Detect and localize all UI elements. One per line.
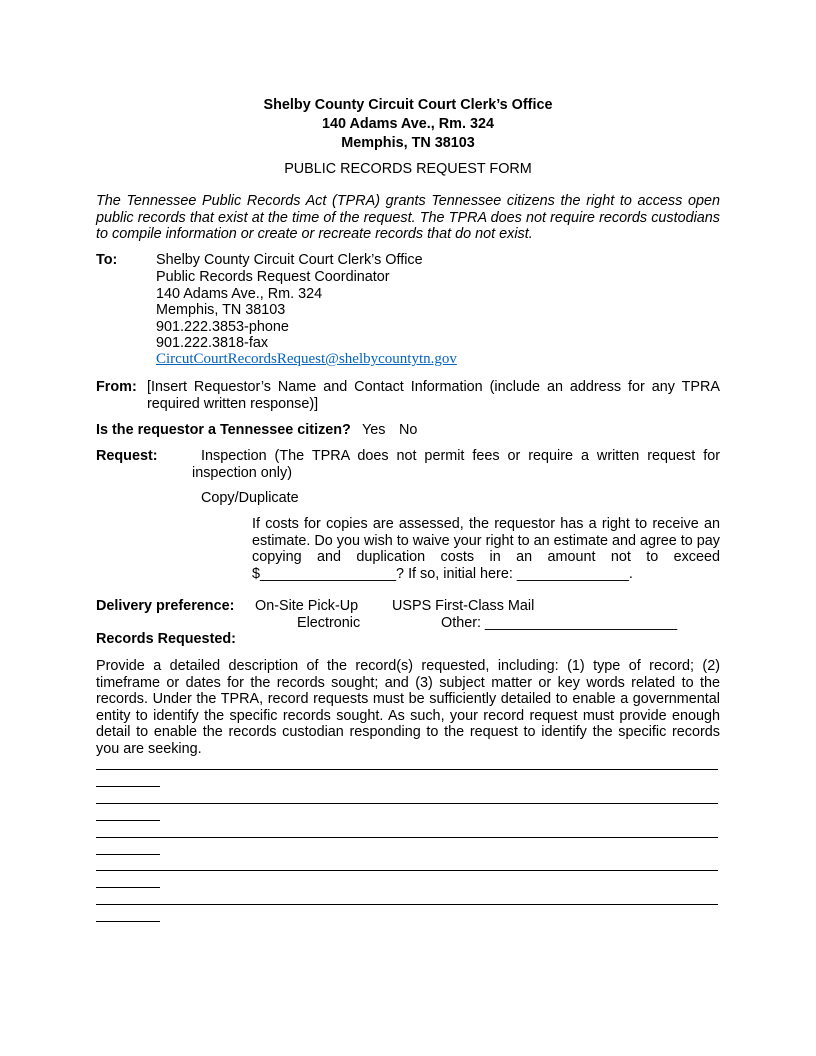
from-placeholder[interactable]: [Insert Requestor’s Name and Contact Information (include an address for any TPRA required written response)] (147, 379, 720, 412)
form-title: PUBLIC RECORDS REQUEST FORM (284, 161, 532, 177)
answer-line[interactable] (96, 904, 718, 905)
answer-line[interactable] (96, 769, 718, 770)
intro-paragraph: The Tennessee Public Records Act (TPRA) grants Tennessee citizens the right to access open public records that exist at the time of the request. The TPRA does not require records custodians to compile information or create or recreate records that do not exist. (96, 193, 720, 243)
records-label: Records Requested: (96, 631, 236, 647)
delivery-label: Delivery preference: (96, 598, 235, 614)
delivery-onsite-option[interactable]: On-Site Pick-Up (255, 598, 359, 614)
answer-line-end[interactable] (96, 820, 160, 821)
to-label: To: (96, 252, 118, 268)
answer-line[interactable] (96, 837, 718, 838)
to-line-office: Shelby County Circuit Court Clerk’s Office (156, 252, 423, 268)
citizen-question: Is the requestor a Tennessee citizen? (96, 422, 351, 438)
answer-line-end[interactable] (96, 921, 160, 922)
inspection-option[interactable]: Inspection (The TPRA does not permit fees or require a written request for inspection only) (192, 448, 720, 481)
copy-duplicate-option[interactable]: Copy/Duplicate (201, 490, 299, 506)
answer-line-end[interactable] (96, 786, 160, 787)
records-description: Provide a detailed description of the record(s) requested, including: (1) type of record; (2) timeframe or dates for the records sought; and (3) subject matter or key words related to the records. Under the TPRA, record requests must be sufficiently detailed to enable a governmental entity to identify the specific records sought. As such, your record request must provide enough detail to enable the records custodian responding to the request to identify the specific records you are seeking. (96, 658, 720, 757)
office-city: Memphis, TN 38103 (341, 135, 475, 151)
email-link[interactable]: CircutCourtRecordsRequest@shelbycountytn.gov (156, 351, 457, 367)
delivery-usps-option[interactable]: USPS First-Class Mail (392, 598, 535, 614)
to-line-fax: 901.222.3818-fax (156, 335, 269, 351)
request-label: Request: (96, 448, 158, 464)
to-line-coordinator: Public Records Request Coordinator (156, 269, 390, 285)
from-label: From: (96, 379, 137, 395)
delivery-other-option[interactable]: Other: ________________________ (441, 615, 678, 631)
cost-estimate-text: If costs for copies are assessed, the requestor has a right to receive an estimate. Do you wish to waive your right to an estimate and agree to pay copying and duplication costs in an amount not to exceed $_________________? If so, initial here: ______________. (252, 516, 720, 582)
answer-line-end[interactable] (96, 854, 160, 855)
office-name: Shelby County Circuit Court Clerk’s Office (263, 97, 553, 113)
to-line-city: Memphis, TN 38103 (156, 302, 286, 318)
answer-line[interactable] (96, 803, 718, 804)
delivery-electronic-option[interactable]: Electronic (297, 615, 361, 631)
to-line-address: 140 Adams Ave., Rm. 324 (156, 286, 323, 302)
citizen-no-option[interactable]: No (399, 422, 418, 438)
citizen-yes-option[interactable]: Yes (362, 422, 386, 438)
office-address: 140 Adams Ave., Rm. 324 (322, 116, 494, 132)
answer-line[interactable] (96, 870, 718, 871)
answer-line-end[interactable] (96, 887, 160, 888)
to-line-phone: 901.222.3853-phone (156, 319, 289, 335)
